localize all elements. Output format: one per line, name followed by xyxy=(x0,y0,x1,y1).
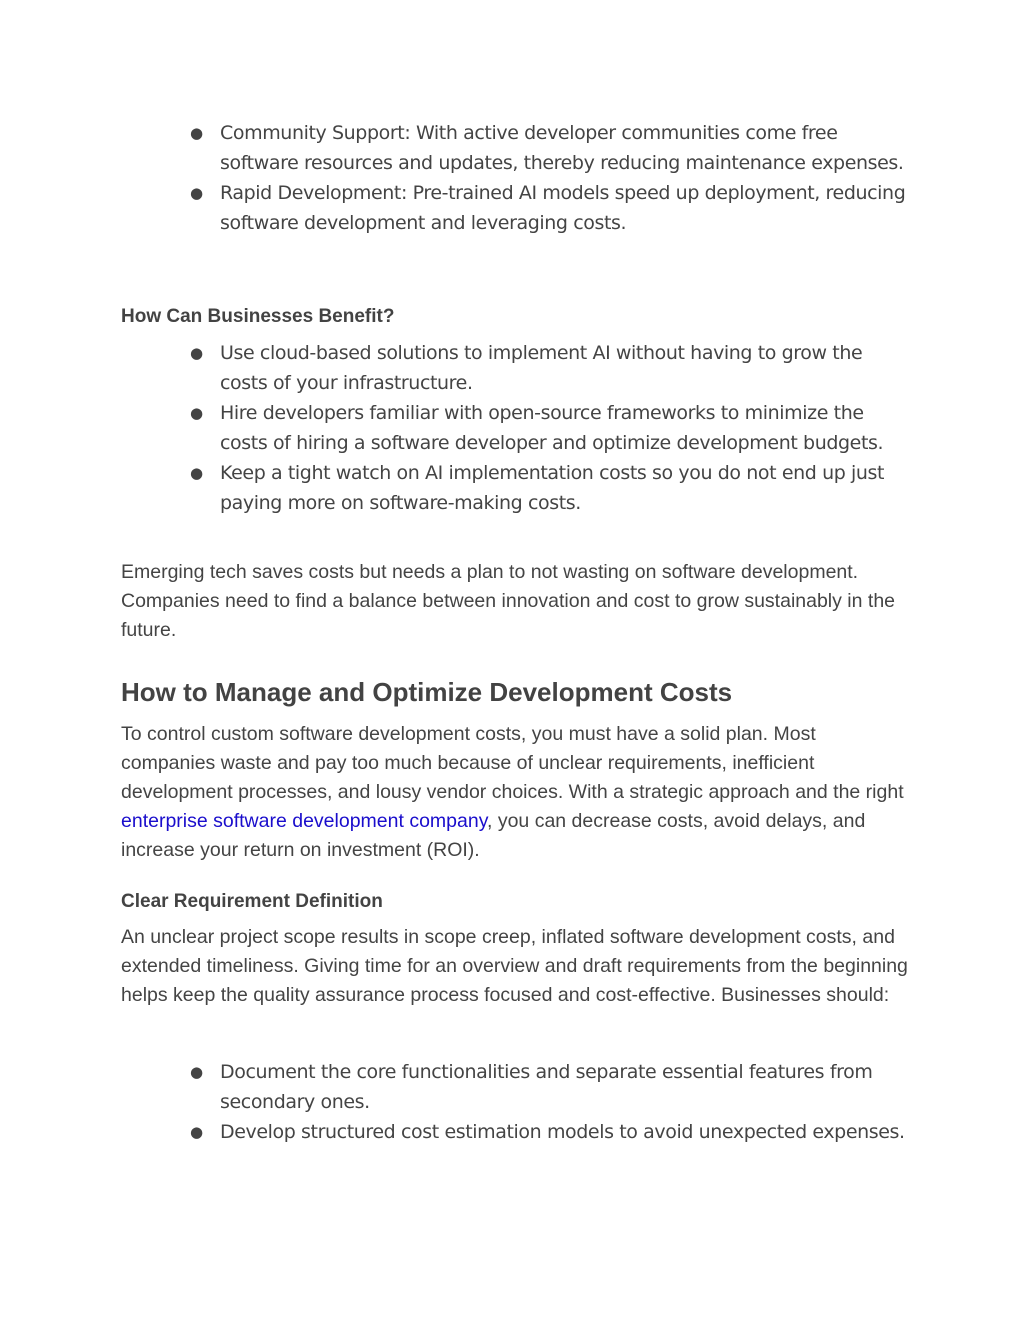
benefit-paragraph: Emerging tech saves costs but needs a plan to not wasting on software development. Companies need to find a balance between innovation and cost to grow sustainably in the future. xyxy=(121,561,896,641)
list-item xyxy=(190,398,910,458)
list-item xyxy=(190,118,910,178)
bullet-list-open-source xyxy=(190,118,910,238)
paragraph-text: , you can decrease costs, avoid delays, and increase your return on investment (ROI). xyxy=(121,810,866,861)
requirements-paragraph: An unclear project scope results in scope creep, inflated software development costs, and extended timeliness. Giving time for an overview and draft requirements from the beginning helps keep the quality assurance process focused and cost-effective. Businesses should: xyxy=(121,926,908,1006)
list-item-text: Hire developers familiar with open-source frameworks to minimize the costs of hiring a software developer and optimize development budgets. xyxy=(220,402,884,454)
list-item xyxy=(190,178,910,238)
bullet-icon: ● xyxy=(190,1123,203,1141)
manage-costs-heading: How to Manage and Optimize Development Costs xyxy=(121,677,733,707)
benefit-heading: How Can Businesses Benefit? xyxy=(121,306,395,327)
enterprise-software-link[interactable]: enterprise software development company xyxy=(121,810,487,832)
bullet-list-benefit xyxy=(190,338,910,518)
list-item xyxy=(190,338,910,398)
bullet-icon: ● xyxy=(190,344,203,362)
manage-costs-paragraph xyxy=(121,720,911,865)
list-item-text: Document the core functionalities and separate essential features from secondary ones. xyxy=(220,1061,873,1113)
list-item xyxy=(190,1117,910,1147)
list-item-text: Keep a tight watch on AI implementation costs so you do not end up just paying more on software-making costs. xyxy=(220,462,885,514)
list-item-text: Develop structured cost estimation models to avoid unexpected expenses. xyxy=(220,1121,905,1143)
paragraph-text: To control custom software development costs, you must have a solid plan. Most companies waste and pay too much because of unclear requirements, inefficient development processes, and lousy vendor choices. With a strategic approach and the right xyxy=(121,723,904,803)
list-item-text: Use cloud-based solutions to implement AI without having to grow the costs of your infrastructure. xyxy=(220,342,863,394)
list-item-text: Community Support: With active developer communities come free software resources and updates, thereby reducing maintenance expenses. xyxy=(220,122,904,174)
bullet-list-requirements xyxy=(190,1057,910,1147)
bullet-icon: ● xyxy=(190,184,203,202)
bullet-icon: ● xyxy=(190,464,203,482)
requirements-heading: Clear Requirement Definition xyxy=(121,891,383,912)
bullet-icon: ● xyxy=(190,1063,203,1081)
list-item-text: Rapid Development: Pre-trained AI models speed up deployment, reducing software development and leveraging costs. xyxy=(220,182,906,234)
bullet-icon: ● xyxy=(190,404,203,422)
list-item xyxy=(190,1057,910,1117)
list-item xyxy=(190,458,910,518)
bullet-icon: ● xyxy=(190,124,203,142)
